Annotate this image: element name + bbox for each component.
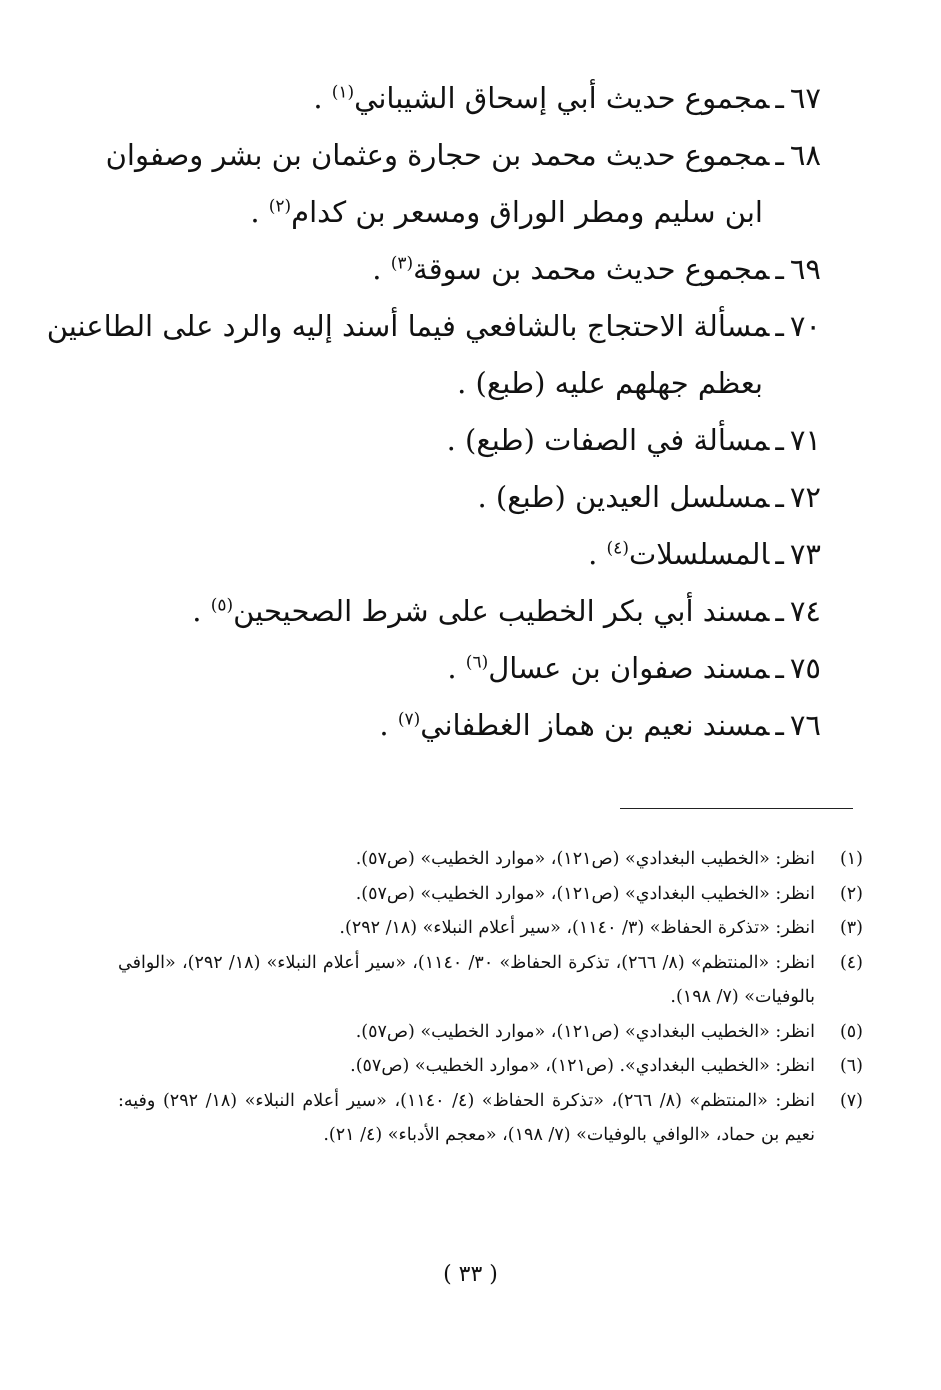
list-item	[121, 241, 821, 298]
entry-number: ٧٢	[789, 480, 821, 514]
footnote	[118, 842, 863, 877]
entry-text: مسند نعيم بن هماز الغطفاني	[420, 708, 770, 742]
footnote	[118, 877, 863, 912]
footnote	[118, 1049, 863, 1084]
entries-list	[46, 70, 821, 754]
footnote	[118, 1015, 863, 1050]
list-item	[121, 583, 821, 640]
entry-number: ٦٧	[789, 81, 821, 115]
footnote-text: انظر: «الخطيب البغدادي». (ص١٢١)، «موارد الخطيب» (ص٥٧).	[350, 1056, 815, 1076]
entry-dash: ـ	[775, 252, 784, 286]
entry-text: مسلسل العيدين (طبع) .	[477, 480, 770, 514]
footnote-ref: (١)	[331, 82, 355, 103]
footnote-text: انظر: «تذكرة الحفاظ» (٣/ ١١٤٠)، «سير أعلام النبلاء» (١٨/ ٢٩٢).	[339, 918, 815, 938]
footnote-text: انظر: «الخطيب البغدادي» (ص١٢١)، «موارد الخطيب» (ص٥٧).	[355, 883, 815, 904]
footnote-number: (٤)	[839, 952, 863, 973]
list-item	[121, 412, 821, 469]
footnote-divider	[620, 808, 853, 809]
entry-number: ٧٦	[789, 708, 821, 742]
footnote-ref: (٤)	[606, 538, 629, 559]
entry-dash: ـ	[775, 138, 784, 172]
entry-text: ابن سليم ومطر الوراق ومسعر بن كدام	[291, 195, 763, 229]
entry-dash: ـ	[775, 537, 784, 571]
footnote-ref: (٥)	[210, 595, 234, 616]
footnote	[118, 911, 863, 946]
entry-dash: ـ	[775, 708, 784, 742]
footnote-text: انظر: «المنتظم» (٨/ ٢٦٦)، تذكرة الحفاظ» ٣٠/ ١١٤٠)، «سير أعلام النبلاء» (١٨/ ٢٩٢)، «الوافي بالوفيات» (٧/ ١٩٨).	[118, 952, 815, 1007]
entry-text: مسند أبي بكر الخطيب على شرط الصحيحين	[233, 594, 770, 628]
entry-text: مجموع حديث أبي إسحاق الشيباني	[354, 81, 770, 115]
entry-end: .	[588, 537, 607, 571]
list-item	[121, 526, 821, 583]
list-item	[121, 697, 821, 754]
footnote-text: انظر: «الخطيب البغدادي» (ص١٢١)، «موارد الخطيب» (ص٥٧).	[355, 1021, 815, 1042]
entry-end: .	[313, 81, 332, 115]
entry-number: ٧٠	[789, 309, 821, 343]
entry-end: .	[250, 195, 269, 229]
entry-dash: ـ	[775, 81, 784, 115]
entry-dash: ـ	[775, 651, 784, 685]
list-item	[121, 70, 821, 127]
footnote-text: انظر: «المنتظم» (٨/ ٢٦٦)، «تذكرة الحفاظ» (٤/ ١١٤٠)، «سير أعلام النبلاء» (١٨/ ٢٩٢) وفيه: نعيم بن حماد، «الوافي بالوفيات» (٧/ ١٩٨)، «معجم الأدباء» (٤/ ٢١).	[118, 1090, 815, 1145]
entry-dash: ـ	[775, 594, 784, 628]
entry-dash: ـ	[775, 423, 784, 457]
footnote	[118, 1084, 863, 1153]
list-item	[105, 127, 821, 184]
footnote-text: انظر: «الخطيب البغدادي» (ص١٢١)، «موارد الخطيب» (ص٥٧).	[355, 849, 815, 869]
entry-number: ٦٩	[789, 252, 821, 286]
entry-number: ٧١	[789, 423, 821, 457]
list-item	[121, 640, 821, 697]
entry-text: مسند صفوان بن عسال	[488, 651, 770, 685]
footnote-number: (٦)	[839, 1056, 863, 1076]
footnote	[118, 946, 863, 1015]
footnote-number: (١)	[839, 849, 863, 869]
entry-number: ٦٨	[789, 138, 821, 172]
footnote-number: (٧)	[839, 1090, 863, 1111]
entry-end: .	[447, 651, 466, 685]
entry-text: مجموع حديث محمد بن حجارة وعثمان بن بشر وصفوان	[105, 138, 770, 172]
footnote-number: (٥)	[839, 1021, 863, 1042]
entry-number: ٧٣	[789, 537, 821, 571]
footnote-ref: (٣)	[390, 253, 414, 274]
entry-text: بعظم جهلهم عليه (طبع) .	[457, 366, 763, 400]
footnote-ref: (٢)	[268, 196, 292, 217]
entry-number: ٧٥	[789, 651, 821, 685]
entry-end: .	[372, 252, 391, 286]
entry-end: .	[192, 594, 211, 628]
entry-text: المسلسلات	[628, 537, 770, 571]
footnote-ref: (٦)	[465, 652, 489, 673]
entry-dash: ـ	[775, 480, 784, 514]
entry-text: مسألة الاحتجاج بالشافعي فيما أسند إليه والرد على الطاعنين	[46, 309, 770, 343]
entry-dash: ـ	[775, 309, 784, 343]
entry-number: ٧٤	[789, 594, 821, 628]
entry-end: .	[379, 708, 398, 742]
entry-text: مجموع حديث محمد بن سوقة	[413, 252, 770, 286]
page-number: ( ٣٣ )	[443, 1262, 498, 1287]
footnote-number: (٢)	[839, 883, 863, 904]
footnotes-section	[118, 842, 863, 1153]
footnote-number: (٣)	[839, 918, 863, 938]
footnote-ref: (٧)	[397, 709, 421, 730]
list-item	[46, 298, 821, 355]
entry-text: مسألة في الصفات (طبع) .	[446, 423, 770, 457]
list-item-continuation	[121, 355, 821, 412]
list-item	[121, 469, 821, 526]
list-item-continuation	[121, 184, 821, 241]
